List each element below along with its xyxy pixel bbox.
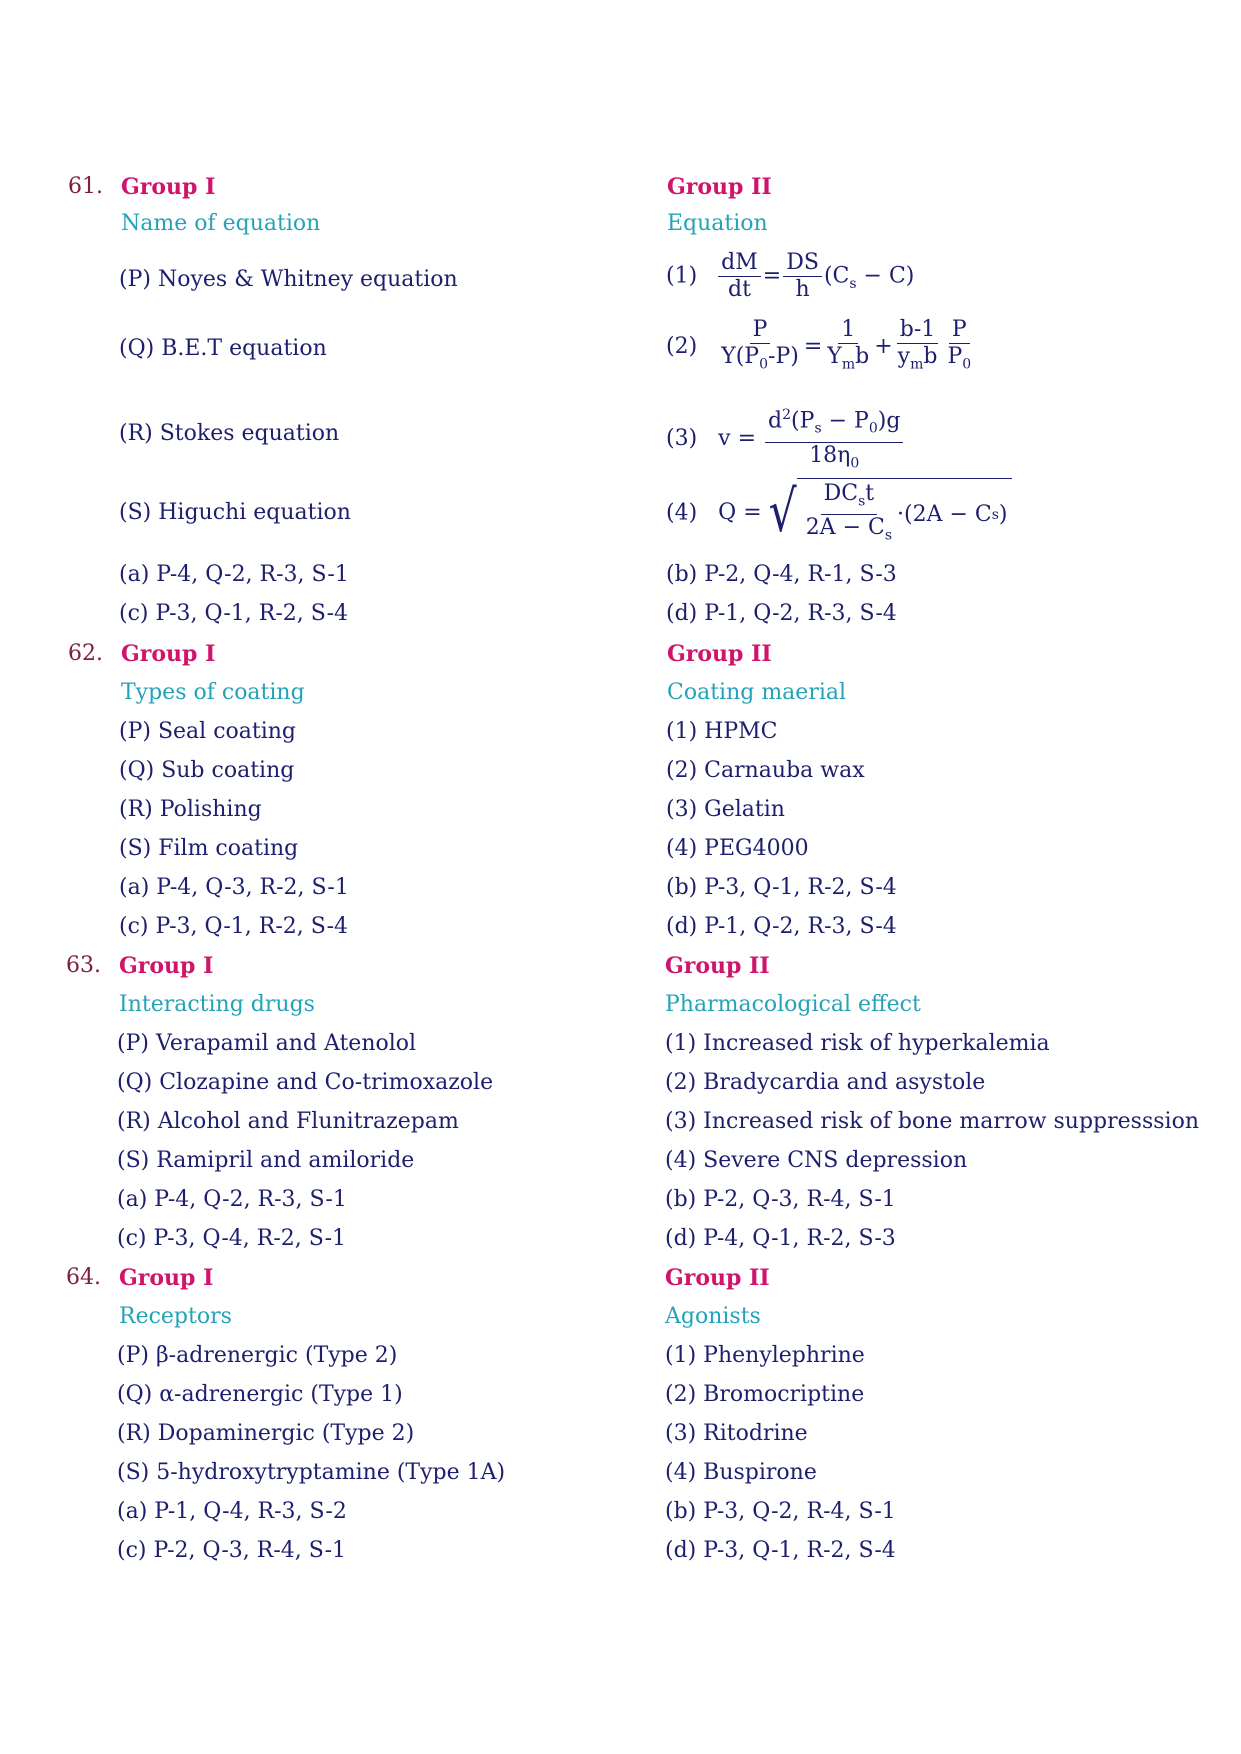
group2-title: Group II [667,174,772,200]
equation-number: (3) [666,426,698,452]
frac-numerator: DS [783,250,822,277]
match-2: (2) Bromocriptine [665,1382,865,1407]
option-d: (d) P-1, Q-2, R-3, S-4 [666,914,897,939]
item-s: (S) Film coating [119,836,299,861]
subscript: m [841,356,856,373]
term: (C [823,263,850,289]
subscript: s [884,527,893,544]
group2-subtitle: Pharmacological effect [665,992,921,1017]
term: DC [823,481,859,506]
option-a: (a) P-1, Q-4, R-3, S-2 [117,1499,347,1524]
subscript: s [991,506,999,523]
term: v = [718,426,757,452]
match-3: (3) Ritodrine [665,1421,808,1446]
option-c: (c) P-2, Q-3, R-4, S-1 [117,1538,347,1563]
group2-subtitle: Coating maerial [667,680,847,705]
term: (P [791,408,815,434]
item-p: (P) β-adrenergic (Type 2) [117,1343,398,1368]
term: − C) [856,263,915,289]
option-b: (b) P-3, Q-2, R-4, S-1 [665,1499,896,1524]
option-b: (b) P-3, Q-1, R-2, S-4 [666,875,897,900]
option-c: (c) P-3, Q-1, R-2, S-4 [119,601,349,626]
item-s: (S) Ramipril and amiloride [117,1148,415,1173]
equals-sign: = [762,263,782,289]
frac-numerator: dM [718,250,761,277]
subscript: 0 [759,356,769,373]
subscript: 0 [850,455,860,472]
option-d: (d) P-3, Q-1, R-2, S-4 [665,1538,896,1563]
group2-title: Group II [665,953,770,979]
group2-subtitle: Equation [667,211,768,236]
frac-denominator: dt [728,277,751,302]
item-r: (R) Alcohol and Flunitrazepam [117,1109,459,1134]
equation-4 [666,478,1012,549]
item-r: (R) Polishing [119,797,262,822]
item-p: (P) Noyes & Whitney equation [119,267,458,292]
frac-numerator: b-1 [897,317,939,344]
item-q: (Q) α-adrenergic (Type 1) [117,1382,403,1407]
match-4: (4) Severe CNS depression [665,1148,968,1173]
item-p: (P) Verapamil and Atenolol [117,1031,417,1056]
group2-subtitle: Agonists [665,1304,761,1329]
match-1: (1) Increased risk of hyperkalemia [665,1031,1050,1056]
question-number: 64. [66,1265,101,1290]
term: − P [821,408,869,434]
equation-number: (1) [666,263,698,289]
term: Y(P [721,344,760,369]
term: Y [827,344,842,369]
term: b [923,344,938,369]
term: ·(2A − C [897,502,992,528]
item-p: (P) Seal coating [119,719,297,744]
group1-subtitle: Name of equation [121,211,321,236]
item-q: (Q) Sub coating [119,758,295,783]
question-number: 62. [68,641,103,666]
group1-subtitle: Types of coating [121,680,305,705]
option-a: (a) P-4, Q-2, R-3, S-1 [119,562,349,587]
term: ) [998,502,1008,528]
square-root: √ $\frac{DC_st}{2A - C_s}$ ·(2A − C s ) [769,478,1012,549]
subscript: 0 [962,356,972,373]
subscript: s [849,275,857,292]
question-number: 63. [66,953,101,978]
item-q: (Q) Clozapine and Co-trimoxazole [117,1070,494,1095]
term: P [947,344,963,369]
equation-2 [666,317,976,377]
group2-title: Group II [665,1265,770,1291]
term: 18η [809,442,851,468]
frac-denominator: h [795,277,810,302]
match-2: (2) Carnauba wax [666,758,865,783]
item-s: (S) 5-hydroxytryptamine (Type 1A) [117,1460,506,1485]
subscript: s [814,420,822,437]
item-s: (S) Higuchi equation [119,500,351,525]
subscript: 0 [868,420,878,437]
frac-numerator: P [750,317,771,344]
term: Q = [718,500,762,526]
option-d: (d) P-1, Q-2, R-3, S-4 [666,601,897,626]
equation-number: (4) [666,500,698,526]
option-b: (b) P-2, Q-3, R-4, S-1 [665,1187,896,1212]
option-a: (a) P-4, Q-3, R-2, S-1 [119,875,349,900]
option-c: (c) P-3, Q-1, R-2, S-4 [119,914,349,939]
term: -P) [768,344,799,369]
match-3: (3) Increased risk of bone marrow suppresssion [665,1109,1199,1134]
superscript: 2 [782,407,792,423]
item-r: (R) Dopaminergic (Type 2) [117,1421,415,1446]
option-c: (c) P-3, Q-4, R-2, S-1 [117,1226,347,1251]
equation-1 [666,250,914,303]
term: t [865,481,875,506]
group1-subtitle: Receptors [119,1304,232,1329]
term: b [855,344,870,369]
group1-subtitle: Interacting drugs [119,992,315,1017]
match-1: (1) HPMC [666,719,778,744]
frac-numerator: P [949,317,970,344]
group1-title: Group I [119,953,214,979]
equation-number: (2) [666,334,698,360]
term: d [768,408,783,434]
subscript: m [910,356,924,373]
item-q: (Q) B.E.T equation [119,336,327,361]
subscript: s [858,493,866,510]
frac-numerator: 1 [838,317,858,344]
term: )g [877,408,901,434]
term: 2A − C [805,515,885,541]
match-1: (1) Phenylephrine [665,1343,865,1368]
term: y [897,344,911,369]
plus-sign: + [874,334,893,360]
equation-3 [666,402,905,476]
item-r: (R) Stokes equation [119,421,340,446]
group1-title: Group I [119,1265,214,1291]
question-number: 61. [68,174,103,199]
group1-title: Group I [121,174,216,200]
group1-title: Group I [121,641,216,667]
match-4: (4) PEG4000 [666,836,809,861]
match-3: (3) Gelatin [666,797,785,822]
equals-sign: = [803,334,823,360]
match-4: (4) Buspirone [665,1460,817,1485]
match-2: (2) Bradycardia and asystole [665,1070,986,1095]
group2-title: Group II [667,641,772,667]
option-a: (a) P-4, Q-2, R-3, S-1 [117,1187,347,1212]
option-b: (b) P-2, Q-4, R-1, S-3 [666,562,897,587]
option-d: (d) P-4, Q-1, R-2, S-3 [665,1226,896,1251]
